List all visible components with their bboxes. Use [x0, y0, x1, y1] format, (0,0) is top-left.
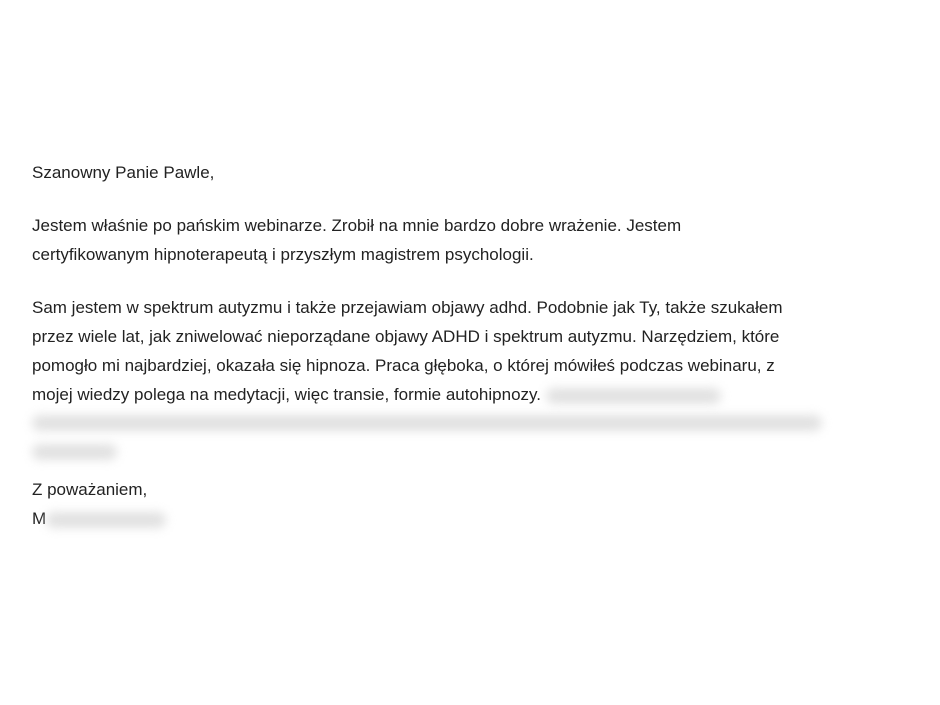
spacer	[32, 187, 912, 211]
redacted-line	[32, 438, 912, 467]
greeting: Szanowny Panie Pawle,	[32, 163, 215, 182]
redacted-text	[32, 444, 117, 460]
signature-line	[32, 504, 912, 533]
paragraph-experience-line-1: Sam jestem w spektrum autyzmu i także przejawiam objawy adhd. Podobnie jak Ty, także szukałem	[32, 298, 783, 317]
paragraph-intro-line-1: Jestem właśnie po pańskim webinarze. Zrobił na mnie bardzo dobre wrażenie. Jestem	[32, 216, 682, 235]
paragraph-experience-line-4	[32, 380, 912, 409]
spacer	[32, 269, 912, 293]
paragraph-experience-line-3: pomogło mi najbardziej, okazała się hipnoza. Praca głęboka, o której mówiłeś podczas webinaru, z	[32, 356, 775, 375]
paragraph-intro	[32, 211, 912, 269]
redacted-line	[32, 409, 912, 438]
closing: Z poważaniem,	[32, 480, 148, 499]
signature-block	[32, 475, 912, 533]
paragraph-experience-line-2: przez wiele lat, jak zniwelować nieporządane objawy ADHD i spektrum autyzmu. Narzędziem, które	[32, 327, 780, 346]
paragraph-intro-line-2: certyfikowanym hipnoterapeutą i przyszłym magistrem psychologii.	[32, 245, 534, 264]
redacted-name	[46, 512, 166, 528]
signature-initial: M	[32, 509, 47, 528]
paragraph-experience	[32, 293, 912, 467]
redacted-text	[546, 388, 721, 404]
paragraph-experience-line-4-text: mojej wiedzy polega na medytacji, więc transie, formie autohipnozy.	[32, 385, 546, 404]
redacted-text	[32, 415, 822, 431]
email-body	[32, 158, 912, 533]
